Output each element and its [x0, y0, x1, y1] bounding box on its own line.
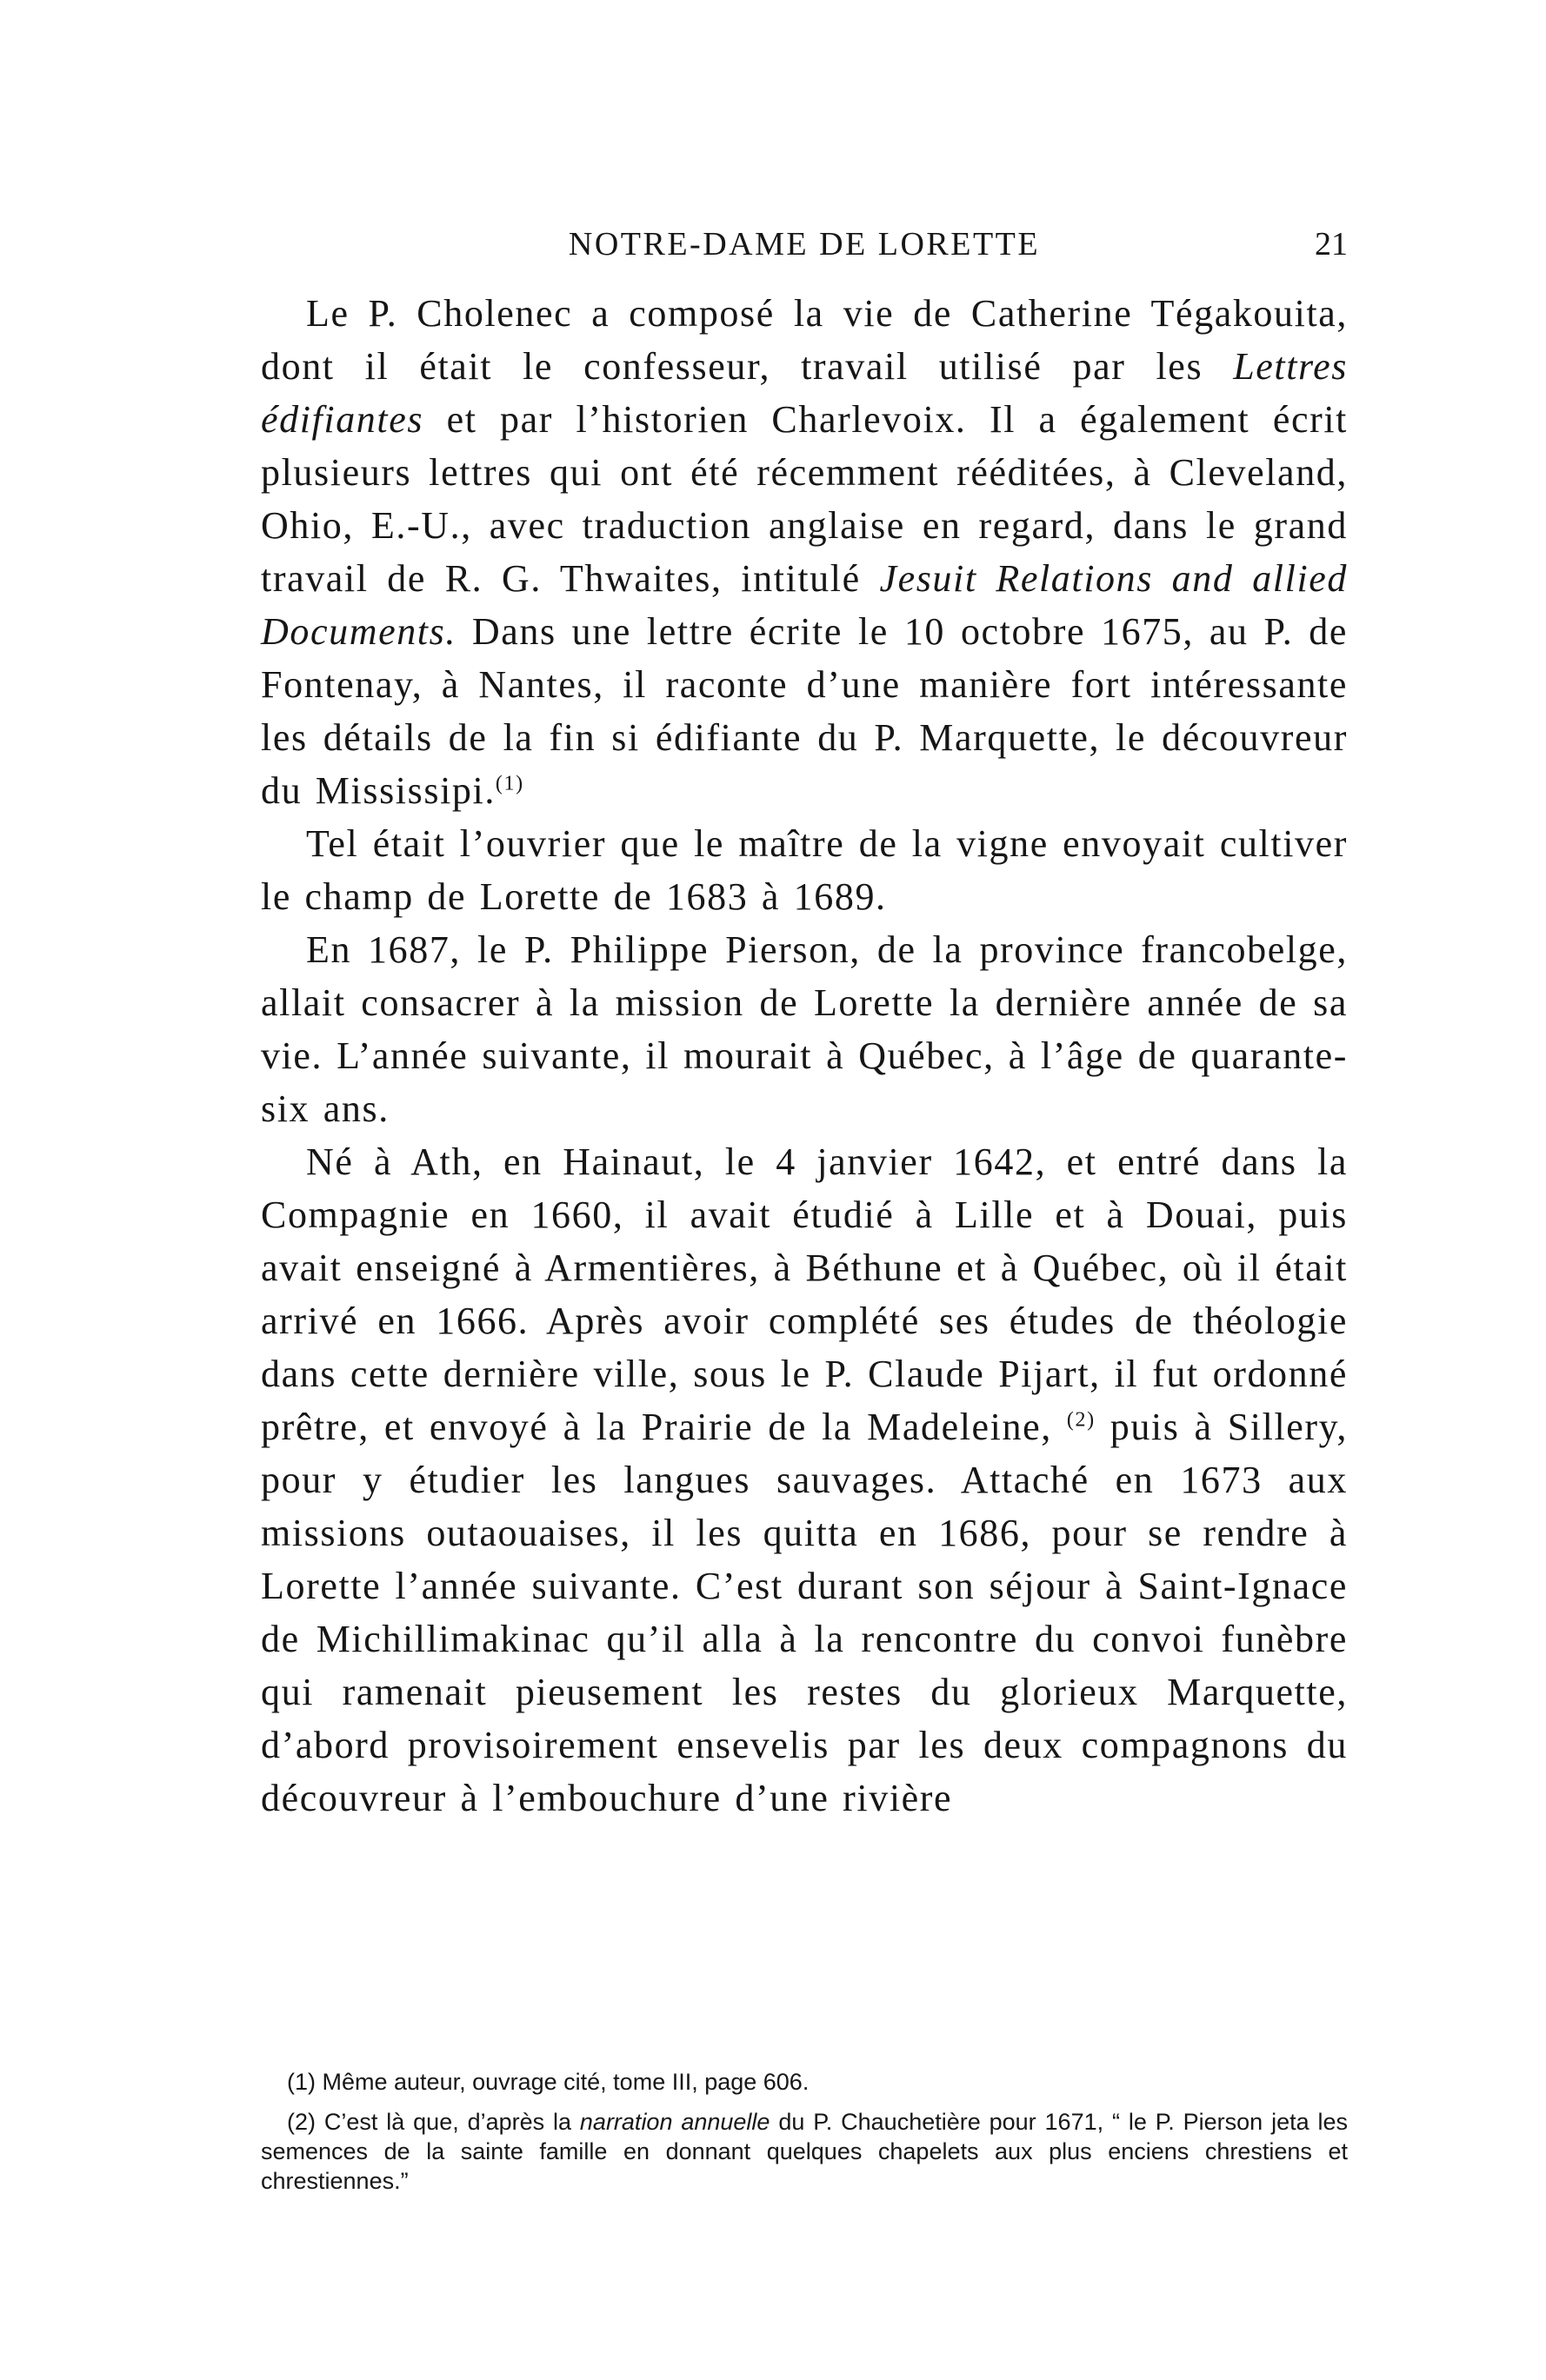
paragraph-1-text-c: et par l’historien Charlevoix. Il a également écrit plusieurs lettres qui ont été récemment rééditées, à Cleveland, Ohio, E.-U., avec traduction anglaise en regard, dans le grand travail de R. G. Thwaites, intitulé	[261, 398, 1348, 600]
paragraph-3: En 1687, le P. Philippe Pierson, de la province francobelge, allait consacrer à la mission de Lorette la dernière année de sa vie. L’année suivante, il mourait à Québec, à l’âge de quarante-six ans.	[261, 928, 1348, 1130]
paragraph-1-text-a: Le P. Cholenec a composé la vie de Catherine Tégakouita, dont il était le confesseur, travail utilisé par les	[261, 292, 1348, 388]
footnote-ref-1: (1)	[495, 772, 524, 795]
footnote-2	[261, 2107, 1348, 2196]
paragraph-4-text-b: puis à Sillery, pour y étudier les langues sauvages. Attaché en 1673 aux missions outaouaises, il les quitta en 1686, pour se rendre à Lorette l’année suivante. C’est durant son séjour à Saint-Ignace de Michillimakinac qu’il alla à la rencontre du convoi funèbre qui ramenait pieusement les restes du glorieux Marquette, d’abord provisoirement ensevelis par les deux compagnons du découvreur à l’embouchure d’une rivière	[261, 1406, 1348, 1819]
paragraph-4	[261, 1135, 1348, 1825]
footnote-2-italic: narration annuelle	[579, 2109, 770, 2135]
paragraph-4-text-a: Né à Ath, en Hainaut, le 4 janvier 1642, et entré dans la Compagnie en 1660, il avait étudié à Lille et à Douai, puis avait enseigné à Armentières, à Béthune et à Québec, où il était arrivé en 1666. Après avoir complété ses études de théologie dans cette dernière ville, sous le P. Claude Pijart, il fut ordonné prêtre, et envoyé à la Prairie de la Madeleine,	[261, 1140, 1348, 1448]
page-number: 21	[1315, 226, 1348, 263]
footnotes	[261, 2067, 1348, 2206]
footnote-1: (1) Même auteur, ouvrage cité, tome III, page 606.	[287, 2069, 810, 2095]
footnote-ref-2: (2)	[1066, 1408, 1096, 1432]
paragraph-1-italic-title-2: Jesuit Relations and allied Documents.	[261, 557, 1348, 653]
footnote-2-text-c: du P. Chauchetière pour 1671, “ le P. Pierson jeta les semences de la sainte famille en donnant quelques chapelets aux plus enciens chrestiens et chrestiennes.”	[261, 2109, 1348, 2194]
paragraph-1-italic-title-1: Lettres édifiantes	[261, 345, 1348, 441]
paragraph-1	[261, 287, 1348, 817]
paragraph-1-text-e: Dans une lettre écrite le 10 octobre 1675, au P. de Fontenay, à Nantes, il raconte d’une manière fort intéressante les détails de la fin si édifiante du P. Marquette, le découvreur du Mississipi.	[261, 610, 1348, 812]
body-text	[261, 287, 1348, 1825]
page-header	[261, 223, 1348, 266]
footnote-2-text-a: (2) C’est là que, d’après la	[287, 2109, 580, 2135]
running-title: NOTRE-DAME DE LORETTE	[568, 226, 1041, 263]
paragraph-2: Tel était l’ouvrier que le maître de la vigne envoyait cultiver le champ de Lorette de 1683 à 1689.	[261, 822, 1348, 918]
